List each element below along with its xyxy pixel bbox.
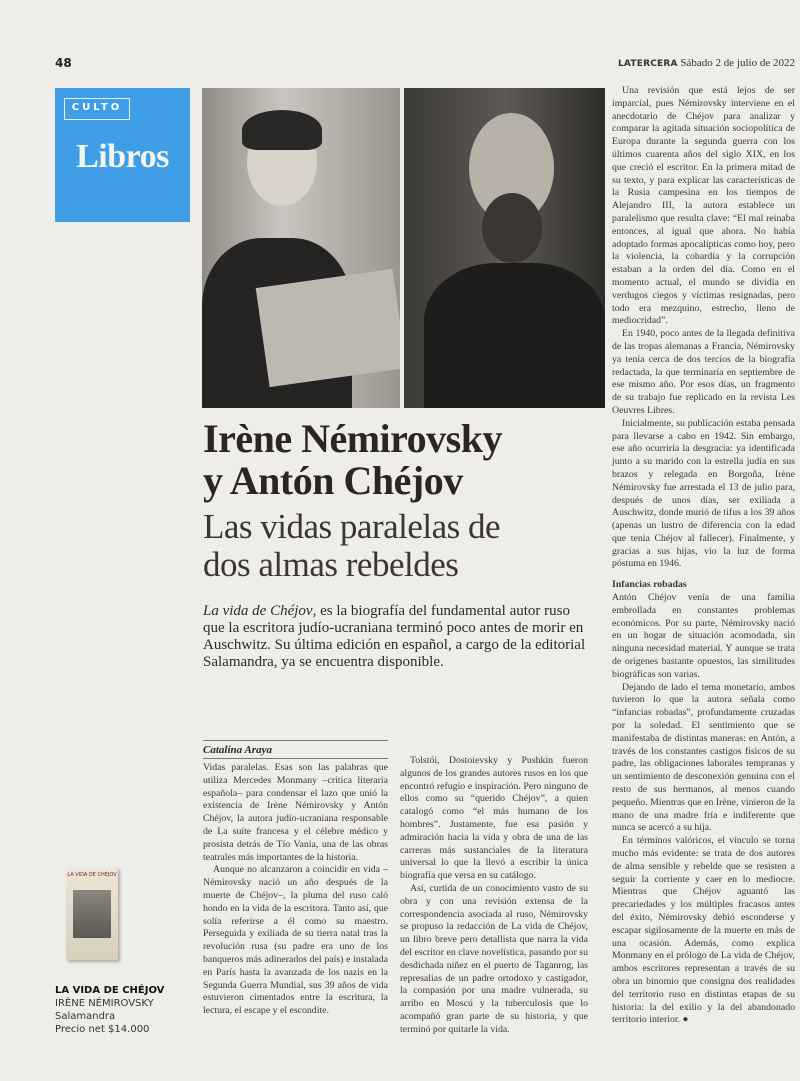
paragraph: En términos valóricos, el vínculo se torna mucho más evidente: se trata de dos autores de alma sensible y rebelde que se resisten a seguir la corriente y caer en lo mediocre. Mientras que Chéjov aguantó las precariedades y los múltiples fracasos antes del éxito, Némirovsky debió esconderse y escapar sigilosamente de la muerte en más de una ocasión. Además, como explica Monmany en el prólogo de La vida de Chéjov, ambos escritores representan a través de su obra un binomio que consigna dos realidades del territorio ruso en distintas etapas de su historia: la del exilio y la del abandonado territorio interior. ● — [612, 835, 795, 1026]
lead-paragraph — [203, 603, 593, 671]
issue-date: Sábado 2 de julio de 2022 — [680, 57, 795, 69]
column-3 — [612, 85, 795, 1027]
section-title: Libros — [76, 138, 169, 175]
paragraph: En 1940, poco antes de la llegada definitiva de las tropas alemanas a Francia, Némirovsky ya tenía cerca de dos tercios de la biografía redactada, la que terminaría en septiembre de ese mismo año. Por esos días, un fragmento de su trabajo fue replicado en la revista Les Oeuvres Libres. — [612, 328, 795, 416]
paragraph: Vidas paralelas. Esas son las palabras que utiliza Mercedes Monmany –crítica literaria española– para condensar el lazo que unió la existencia de Irène Némirovsky y Antón Chéjov, la autora judío-ucraniana responsable de La suite francesa y el célebre médico y prosista detrás de Tío Vania, una de las obras teatrales más importantes de la historia. — [203, 762, 388, 863]
cover-title: LA VIDA DE CHÉJOV — [67, 872, 117, 878]
column-1 — [203, 762, 388, 1018]
column-2 — [400, 755, 588, 1037]
paragraph: Así, curtida de un conocimiento vasto de su obra y con una revisión extensa de la correspondencia asociada al ruso, Némirovsky se propuso la redacción de La vida de Chéjov, un libro breve pero detallista que narra la vida del escritor en clave novelística, pasando por su desdichada niñez en el puerto de Taganrog, las represalias de un padre ortodoxo y castigador, la compasión por una madre vulnerada, su arribo en Moscú y la tuberculosis que lo acompañó gran parte de su historia, y que terminó por quitarle la vida. — [400, 882, 588, 1035]
paragraph: Aunque no alcanzaron a coincidir en vida –Némirovsky nació un año después de la muerte de Chéjov–, la pluma del ruso caló hondo en la vida de la escritora. Tanto así, que solía referirse a él como su maestro. Perseguida y exiliada de su tierra natal tras la revolución rusa (su padre era uno de los banqueros más adinerados del país) e instalada en París hasta la avanzada de los nazis en la Segunda Guerra Mundial, sus 39 años de vida estuvieron cimentados entre la escritura, la lectura, el escape y el escondite. — [203, 864, 388, 1017]
paragraph: Antón Chéjov venía de una familia embrollada en constantes problemas económicos. Por su parte, Némirovsky nació en un hogar de situación acomodada, sin ninguna necesidad material. Y aunque se trata de orígenes bastante opuestos, las similitudes biográficas son varias. — [612, 592, 795, 680]
subtitle-line: Las vidas paralelas de — [203, 507, 501, 546]
photo-nemirovsky — [202, 88, 400, 408]
book-cover — [66, 868, 118, 960]
byline: Catalina Araya — [203, 740, 388, 759]
subtitle — [203, 508, 603, 584]
book-title: LA VIDA DE CHÉJOV — [55, 985, 165, 996]
paragraph: Tolstói, Dostoievsky y Pushkin fueron algunos de los grandes autores rusos en los que encontró refugio e inspiración. Pero ninguno de ellos como su “querido Chéjov”, a quien catalogó como “el más humano de los hombres”. Justamente, fue esa pasión y admiración hacia la vida y obra de una de las carreras más sustanciales de la literatura universal lo que la llevó a escribir la única biografía que versa en su catálogo. — [400, 755, 588, 882]
book-author: IRÈNE NÉMIROVSKY — [55, 998, 154, 1009]
book-price: Precio net $14.000 — [55, 1024, 150, 1035]
photo-chejov — [404, 88, 605, 408]
cover-photo — [73, 890, 111, 938]
headline — [203, 418, 603, 502]
culto-tag: CULTO — [64, 98, 130, 120]
paragraph: Dejando de lado el tema monetario, ambos tuvieron lo que la autora señala como “infancias robadas”, profundamente cruzadas por la soledad. El sentimiento que se manifestaba de distintas maneras: en Antón, a través de los constantes castigos físicos de su padre, las obligaciones laborales tempranas y un sentimiento de desconexión genuina con el resto de sus hermanos, al menos cuando pequeño. Mientras que en Irène, vinieron de la mano de una madre fría e indiferente que nunca se acercó a su hija. — [612, 681, 795, 834]
headline-line: Irène Némirovsky — [203, 416, 502, 461]
paragraph: Inicialmente, su publicación estaba pensada para llevarse a cabo en 1942. Sin embargo, ese año ocurriría la desgracia: ya identificada junto a su marido con la estrella judía en sus brazos y relegada en Borgoña, Irène Némirovsky fue arrestada el 13 de julio para, después de unos días, ser exiliada a Auschwitz, donde murió de tifus a los 39 años (apenas un lustro de diferencia con la edad que tenía Chéjov al fallecer). Finalmente, y gracias a sus hijas, vio la luz de forma póstuma en 1946. — [612, 417, 795, 570]
headline-line: y Antón Chéjov — [203, 458, 463, 503]
section-label-box — [55, 88, 190, 222]
book-publisher: Salamandra — [55, 1011, 116, 1022]
masthead-date — [600, 57, 795, 69]
lead-text: , es la biografía del fundamental autor ruso que la escritora judío-ucraniana terminó poco antes de morir en Auschwitz. Su última edición en español, a cargo de la editorial Salamandra, ya se encuentra disponible. — [203, 603, 586, 670]
paragraph: Una revisión que está lejos de ser imparcial, pues Némirovsky interviene en el anecdotario de Chéjov para analizar y comparar la agitada situación sociopolítica de Europa durante la segunda guerra con los últimos cuarenta años del siglo XIX, en los que creció el escritor. En la primera mitad de su texto, y para explicar las características de la Rusia campesina en los tiempos de Alejandro III, la autora establece un paralelismo que resulta clave: “El mal reinaba entonces, al igual que ahora. No había adoptado formas apocalípticas como hoy, pero la violencia, la cobardía y la corrupción estaban a la orden del día. Como en el momento actual, el mundo se dividía en verdugos ciegos y víctimas resignadas, pero todo era mezquino, estrecho, lleno de mediocridad”. — [612, 85, 795, 327]
book-info — [55, 984, 195, 1036]
subtitle-line: dos almas rebeldes — [203, 545, 459, 584]
lead-book-title: La vida de Chéjov — [203, 603, 313, 619]
subheading: Infancias robadas — [612, 579, 687, 591]
page-number: 48 — [55, 56, 72, 70]
paper-name: LATERCERA — [618, 59, 678, 69]
